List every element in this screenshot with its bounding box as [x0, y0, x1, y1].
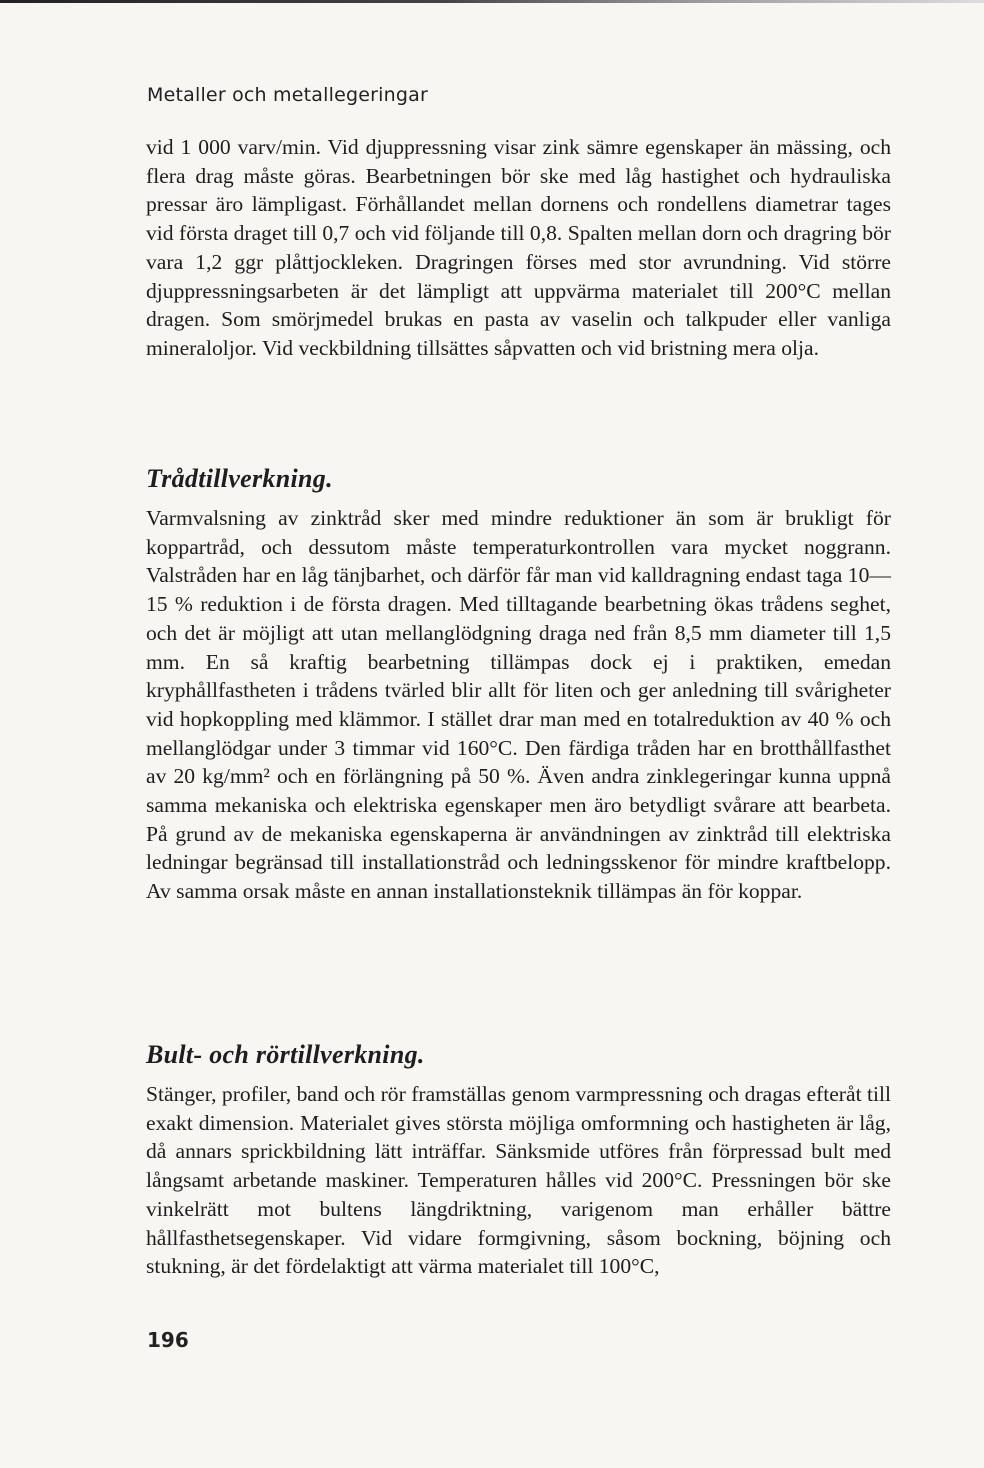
- section-heading-wire: Trådtillverkning.: [146, 464, 333, 493]
- section-deep-drawing: [146, 133, 891, 363]
- section-wire-manufacturing: [146, 464, 891, 906]
- paragraph-deep-drawing: vid 1 000 varv/min. Vid djuppressning visar zink sämre egenskaper än mässing, och flera drag måste göras. Bearbetningen bör ske med låg hastighet och hydrauliska pressar äro lämpligast. Förhållandet mellan dornens och rondellens diametrar tages vid första draget till 0,7 och vid följande till 0,8. Spalten mellan dorn och dragring bör vara 1,2 ggr plåttjockleken. Dragringen förses med stor avrundning. Vid större djuppressningsarbeten är det lämpligt att uppvärma materialet till 200°C mellan dragen. Som smörjmedel brukas en pasta av vaselin och talkpuder eller vanliga mineraloljor. Vid veckbildning tillsättes såpvatten och vid bristning mera olja.: [146, 135, 891, 360]
- section-heading-bolt-tube: Bult- och rörtillverkning.: [146, 1040, 425, 1069]
- paragraph-bolt-tube: Stänger, profiler, band och rör framställas genom varmpressning och dragas efteråt till exakt dimension. Materialet gives största möjliga omformning och hastigheten är låg, då annars sprickbildning lätt inträffar. Sänksmide utföres från förpressad bult med långsamt arbetande maskiner. Temperaturen hålles vid 200°C. Pressningen bör ske vinkelrätt mot bultens längdriktning, varigenom man erhåller bättre hållfasthetsegenskaper. Vid vidare formgivning, såsom bockning, böjning och stukning, är det fördelaktigt att värma materialet till 100°C,: [146, 1082, 891, 1279]
- top-border-rule: [0, 0, 984, 3]
- section-bolt-tube-manufacturing: [146, 1040, 891, 1281]
- paragraph-wire: Varmvalsning av zinktråd sker med mindre reduktioner än som är brukligt för koppartråd, och dessutom måste temperaturkontrollen vara mycket noggrann. Valstråden har en låg tänjbarhet, och därför får man vid kalldragning endast taga 10—15 % reduktion i de första dragen. Med tilltagande bearbetning ökas trådens seghet, och det är möjligt att utan mellanglödgning draga ned från 8,5 mm diameter till 1,5 mm. En så kraftig bearbetning tillämpas dock ej i praktiken, emedan kryphållfastheten i trådens tvärled blir allt för liten och ger anledning till svårigheter vid hopkoppling med klämmor. I stället drar man med en totalreduktion av 40 % och mellanglödgar under 3 timmar vid 160°C. Den färdiga tråden har en brotthållfasthet av 20 kg/mm² och en förlängning på 50 %. Även andra zinklegeringar kunna uppnå samma mekaniska och elektriska egenskaper men äro betydligt svårare att bearbeta. På grund av de mekaniska egenskaperna är användningen av zinktråd till elektriska ledningar begränsad till installationstråd och ledningsskenor för mindre kraftbelopp. Av samma orsak måste en annan installationsteknik tillämpas än för koppar.: [146, 506, 891, 904]
- page-number: 196: [147, 1328, 189, 1352]
- running-head: Metaller och metallegeringar: [147, 84, 428, 106]
